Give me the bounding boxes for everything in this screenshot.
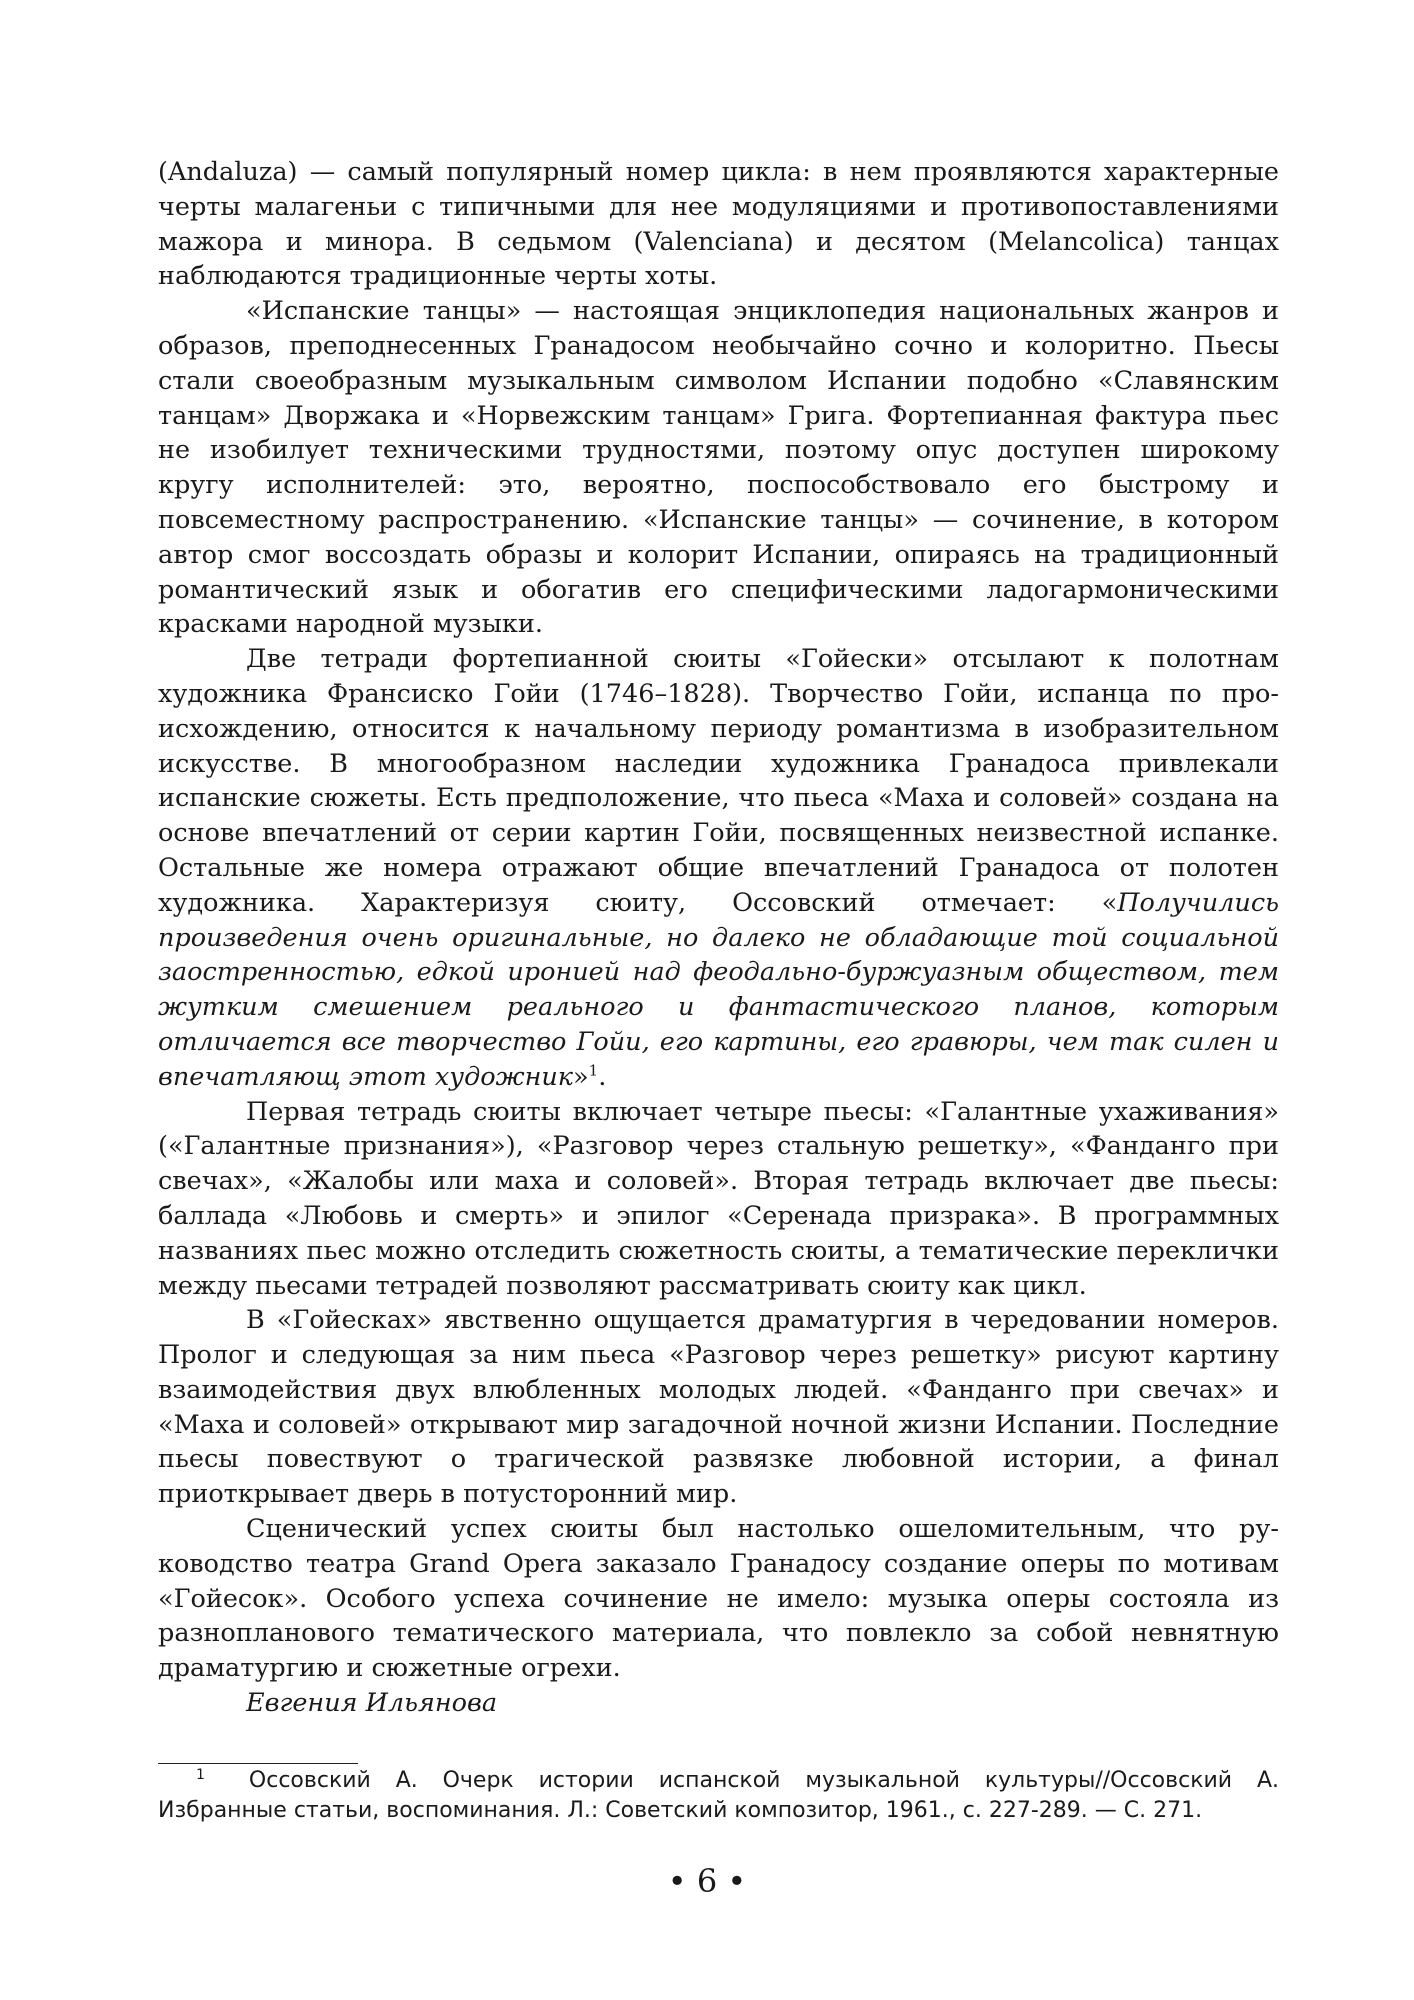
paragraph-andaluza: (Andaluza) — самый популярный номер цикла: в нем проявляются характерные черты малагеньи с типичными для нее модуляциями и противопоставлениями мажора и минора. В седьмом (Valenciana) и десятом (Melancolica) танцах наблюдаются традиционные черты хоты. [158,157,1279,292]
footnote: 1 Оссовский А. Очерк истории испанской музыкальной культуры//Оссовский А. Избранные статьи, воспоминания. Л.: Советский композитор, 1961., с. 227-289. — С. 271. [158,1766,1279,1823]
page-number: • 6 • [667,1862,747,1900]
paragraph-goyescas [158,642,1279,1094]
footnote-text: Оссовский А. Очерк истории испанской музыкальной культуры//Оссовский А. Избранные статьи, воспоминания. Л.: Советский композитор, 1961., с. 227-289. — С. 271. [158,1768,1279,1823]
paragraph-first-notebook: Первая тетрадь сюиты включает четыре пьесы: «Галантные ухаживания» («Галантные признания»), «Разговор через стальную решетку», «Фанданго при свечах», «Жалобы или маха и соловей». Вторая тетрадь включает две пьесы: баллада «Любовь и смерть» и эпилог «Серенада призрака». В программных названиях пьес можно отследить сюжетность сюиты, а тематические переклички между пьесами тетрадей позволяют рассматривать сюиту как цикл. [158,1096,1279,1301]
goyescas-text: Две тетради фортепианной сюиты «Гойески» отсылают к полотнам художника Франсиско Гойи (1746–1828). Творчество Гойи, испанца по происхождению, относится к начальному периоду романтизма в изобразительном искусстве. В многообразном наследии художника Гранадоса привлекали испанские сюжеты. Есть предположение, что пьеса «Маха и соловей» создана на основе впечатлений от серии картин Гойи, посвященных неизвестной испанке. Остальные же номера отражают общие впечатлений Гранадоса от полотен художника. Характеризуя сюиту, Оссовский отмечает: « [158,644,1279,918]
sentence-end: . [598,1061,607,1092]
quote-close: » [573,1061,589,1092]
footnote-divider [158,1763,358,1764]
body-text [158,155,1279,1721]
paragraph-spanish-dances: «Испанские танцы» — настоящая энциклопедия национальных жанров и образов, преподнесенных Гранадосом необычайно сочно и колоритно. Пьесы стали своеобразным музыкальным символом Испании подобно «Славянским танцам» Дворжака и «Норвежским танцам» Грига. Фортепианная фактура пьес не изобилует техническими трудностями, поэтому опус доступен широкому кругу исполнителей: это, вероятно, поспособствовало его быстрому и повсеместному распространению. «Испанские танцы» — сочинение, в котором автор смог воссоздать образы и колорит Испании, опираясь на традиционный романтический язык и обогатив его специфическими ладогармоническими красками народной музыки. [158,296,1279,640]
author-signature: Евгения Ильянова [246,1688,498,1719]
paragraph-opera: Сценический успех сюиты был настолько ошеломительным, что руководство театра Grand Opera заказало Гранадосу создание оперы по мотивам «Гойесок». Особого успеха сочинение не имело: музыка оперы состояла из разнопланового тематического материала, что повлекло за собой невнятную драматургию и сюжетные огрехи. [158,1514,1279,1684]
footnote-reference[interactable]: 1 [588,1061,599,1080]
ossovsky-quote: Получились произведения очень оригинальные, но далеко не обладающие той социальной заостренностью, едкой иронией над феодально-буржуазным обществом, тем жутким смешением реального и фантастического планов, которым отличается все творчество Гойи, его картины, его гравюры, чем так силен и впечатляющ этот художник [158,887,1279,1092]
paragraph-dramaturgy: В «Гойесках» явственно ощущается драматургия в чередовании номеров. Пролог и следующая за ним пьеса «Разговор через решетку» рисуют картину взаимодействия двух влюбленных молодых людей. «Фанданго при свечах» и «Маха и соловей» открывают мир загадочной ночной жизни Испании. Последние пьесы повествуют о трагической развязке любовной истории, а финал приоткрывает дверь в потусторонний мир. [158,1305,1279,1510]
